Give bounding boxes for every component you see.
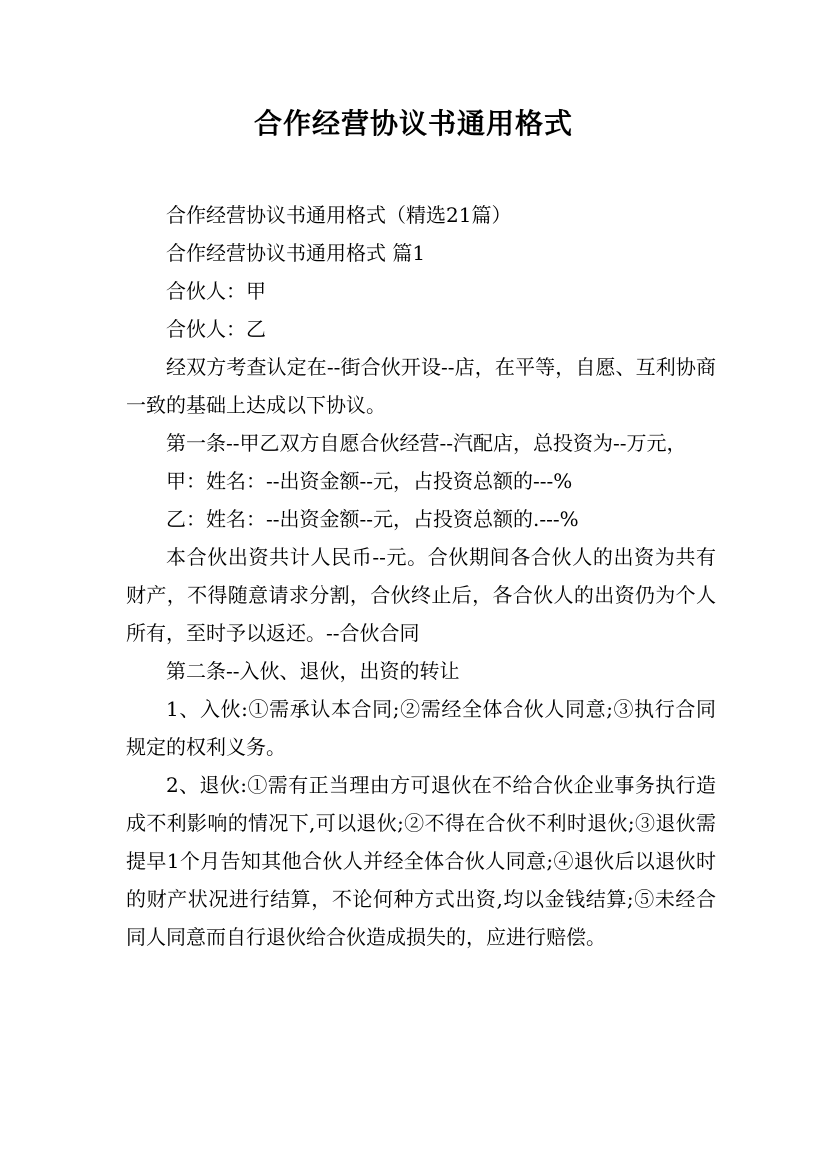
paragraph-partner-b-contribution: 乙：姓名：--出资金额--元，占投资总额的.---%: [166, 507, 579, 531]
paragraph-partner-a-contribution: 甲：姓名：--出资金额--元，占投资总额的---%: [166, 469, 573, 493]
paragraph-article-1: 第一条--甲乙双方自愿合伙经营--汽配店，总投资为--万元，: [166, 431, 687, 455]
paragraph-article-2: 第二条--入伙、退伙，出资的转让: [166, 659, 460, 683]
paragraph-subtitle: 合作经营协议书通用格式（精选21篇）: [166, 203, 512, 227]
paragraph-section-heading: 合作经营协议书通用格式 篇1: [166, 241, 426, 265]
document-body: [126, 196, 716, 956]
paragraph-partner-a: 合伙人：甲: [166, 279, 266, 303]
document-title: 合作经营协议书通用格式: [253, 107, 573, 140]
paragraph-partner-b: 合伙人：乙: [166, 317, 266, 341]
paragraph-preamble: 经双方考查认定在--街合伙开设--店，在平等，自愿、互利协商一致的基础上达成以下协议。: [126, 355, 716, 417]
paragraph-withdrawal: 2、退伙:①需有正当理由方可退伙在不给合伙企业事务执行造成不利影响的情况下,可以退伙;②不得在合伙不利时退伙;③退伙需提早1个月告知其他合伙人并经全体合伙人同意;④退伙后以退伙时的财产状况进行结算，不论何种方式出资,均以金钱结算;⑤未经合同人同意而自行退伙给合伙造成损失的，应进行赔偿。: [126, 773, 716, 949]
paragraph-total-contribution: 本合伙出资共计人民币--元。合伙期间各合伙人的出资为共有财产，不得随意请求分割，合伙终止后，各合伙人的出资仍为个人所有，至时予以返还。--合伙合同: [126, 545, 716, 645]
paragraph-admission: 1、入伙:①需承认本合同;②需经全体合伙人同意;③执行合同规定的权利义务。: [126, 697, 716, 759]
